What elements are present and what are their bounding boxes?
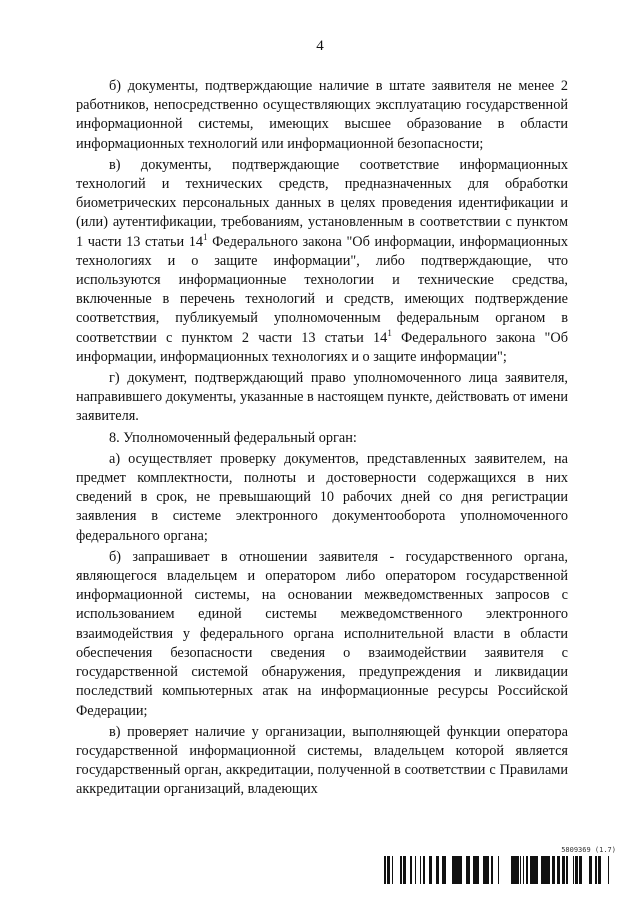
paragraph-8-intro: 8. Уполномоченный федеральный орган: [109, 429, 357, 446]
paragraph-b-documents: б) документы, подтверждающие наличие в штате заявителя не менее 2 работников, непосредственно осуществляющих эксплуатацию государственной информационной системы, имеющих высшее образование в области информационных технологий или информационной безопасности; [76, 78, 568, 152]
paragraph-g-document: г) документ, подтверждающий право уполномоченного лица заявителя, направившего документы, указанные в настоящем пункте, действовать от имени заявителя. [76, 370, 568, 425]
paragraph-8-b: б) запрашивает в отношении заявителя - государственного органа, являющегося владельцем и оператором либо оператором государственной информационной системы, на основании межведомственных запросов с использованием единой системы межведомственного электронного взаимодействия у федерального органа исполнительной власти в области обеспечения безопасности сведения о взаимодействии заявителя с государственной системой обнаружения, предупреждения и ликвидации последствий компьютерных атак на информационные ресурсы Российской Федерации; [76, 548, 568, 719]
superscript: 1 [203, 231, 208, 242]
paragraph-v-documents: в) документы, подтверждающие соответствие информационных технологий и технических средств, предназначенных для обработки биометрических персональных данных в целях проведения идентификации и (или) аутентификации, требованиям, установленным в соответствии с пунктом 1 части 13 статьи $14^1$ Федерального закона "Об информации, информационных технологиях и о защите информации", либо подтверждающие, что используются информационные технологии и технические средства, включенные в перечень технологий и средств, имеющих подтверждение соответствия, публикуемый уполномоченным федеральным органом в соответствии с пунктом 2 части 13 статьи $14^1$ Федерального закона "Об информации, информационных технологиях и о защите информации"; [76, 156, 568, 365]
paragraph-8-a: а) осуществляет проверку документов, представленных заявителем, на предмет комплектности, полноты и достоверности содержащихся в них сведений в срок, не превышающий 10 рабочих дней со дня регистрации заявления в системе электронного документооборота уполномоченного федерального органа; [76, 450, 568, 544]
document-code: 5809369 (1.7) [561, 846, 616, 854]
paragraph-8-v: в) проверяет наличие у организации, выполняющей функции оператора государственной информационной системы, владельцем которой является государственный орган, аккредитации, полученной в соответствии с Правилами аккредитации организаций, владеющих [76, 723, 568, 798]
barcode-icon [384, 856, 616, 884]
superscript: 1 [387, 327, 392, 338]
page-number: 4 [316, 38, 324, 54]
document-body [76, 77, 568, 802]
footer [384, 846, 616, 886]
